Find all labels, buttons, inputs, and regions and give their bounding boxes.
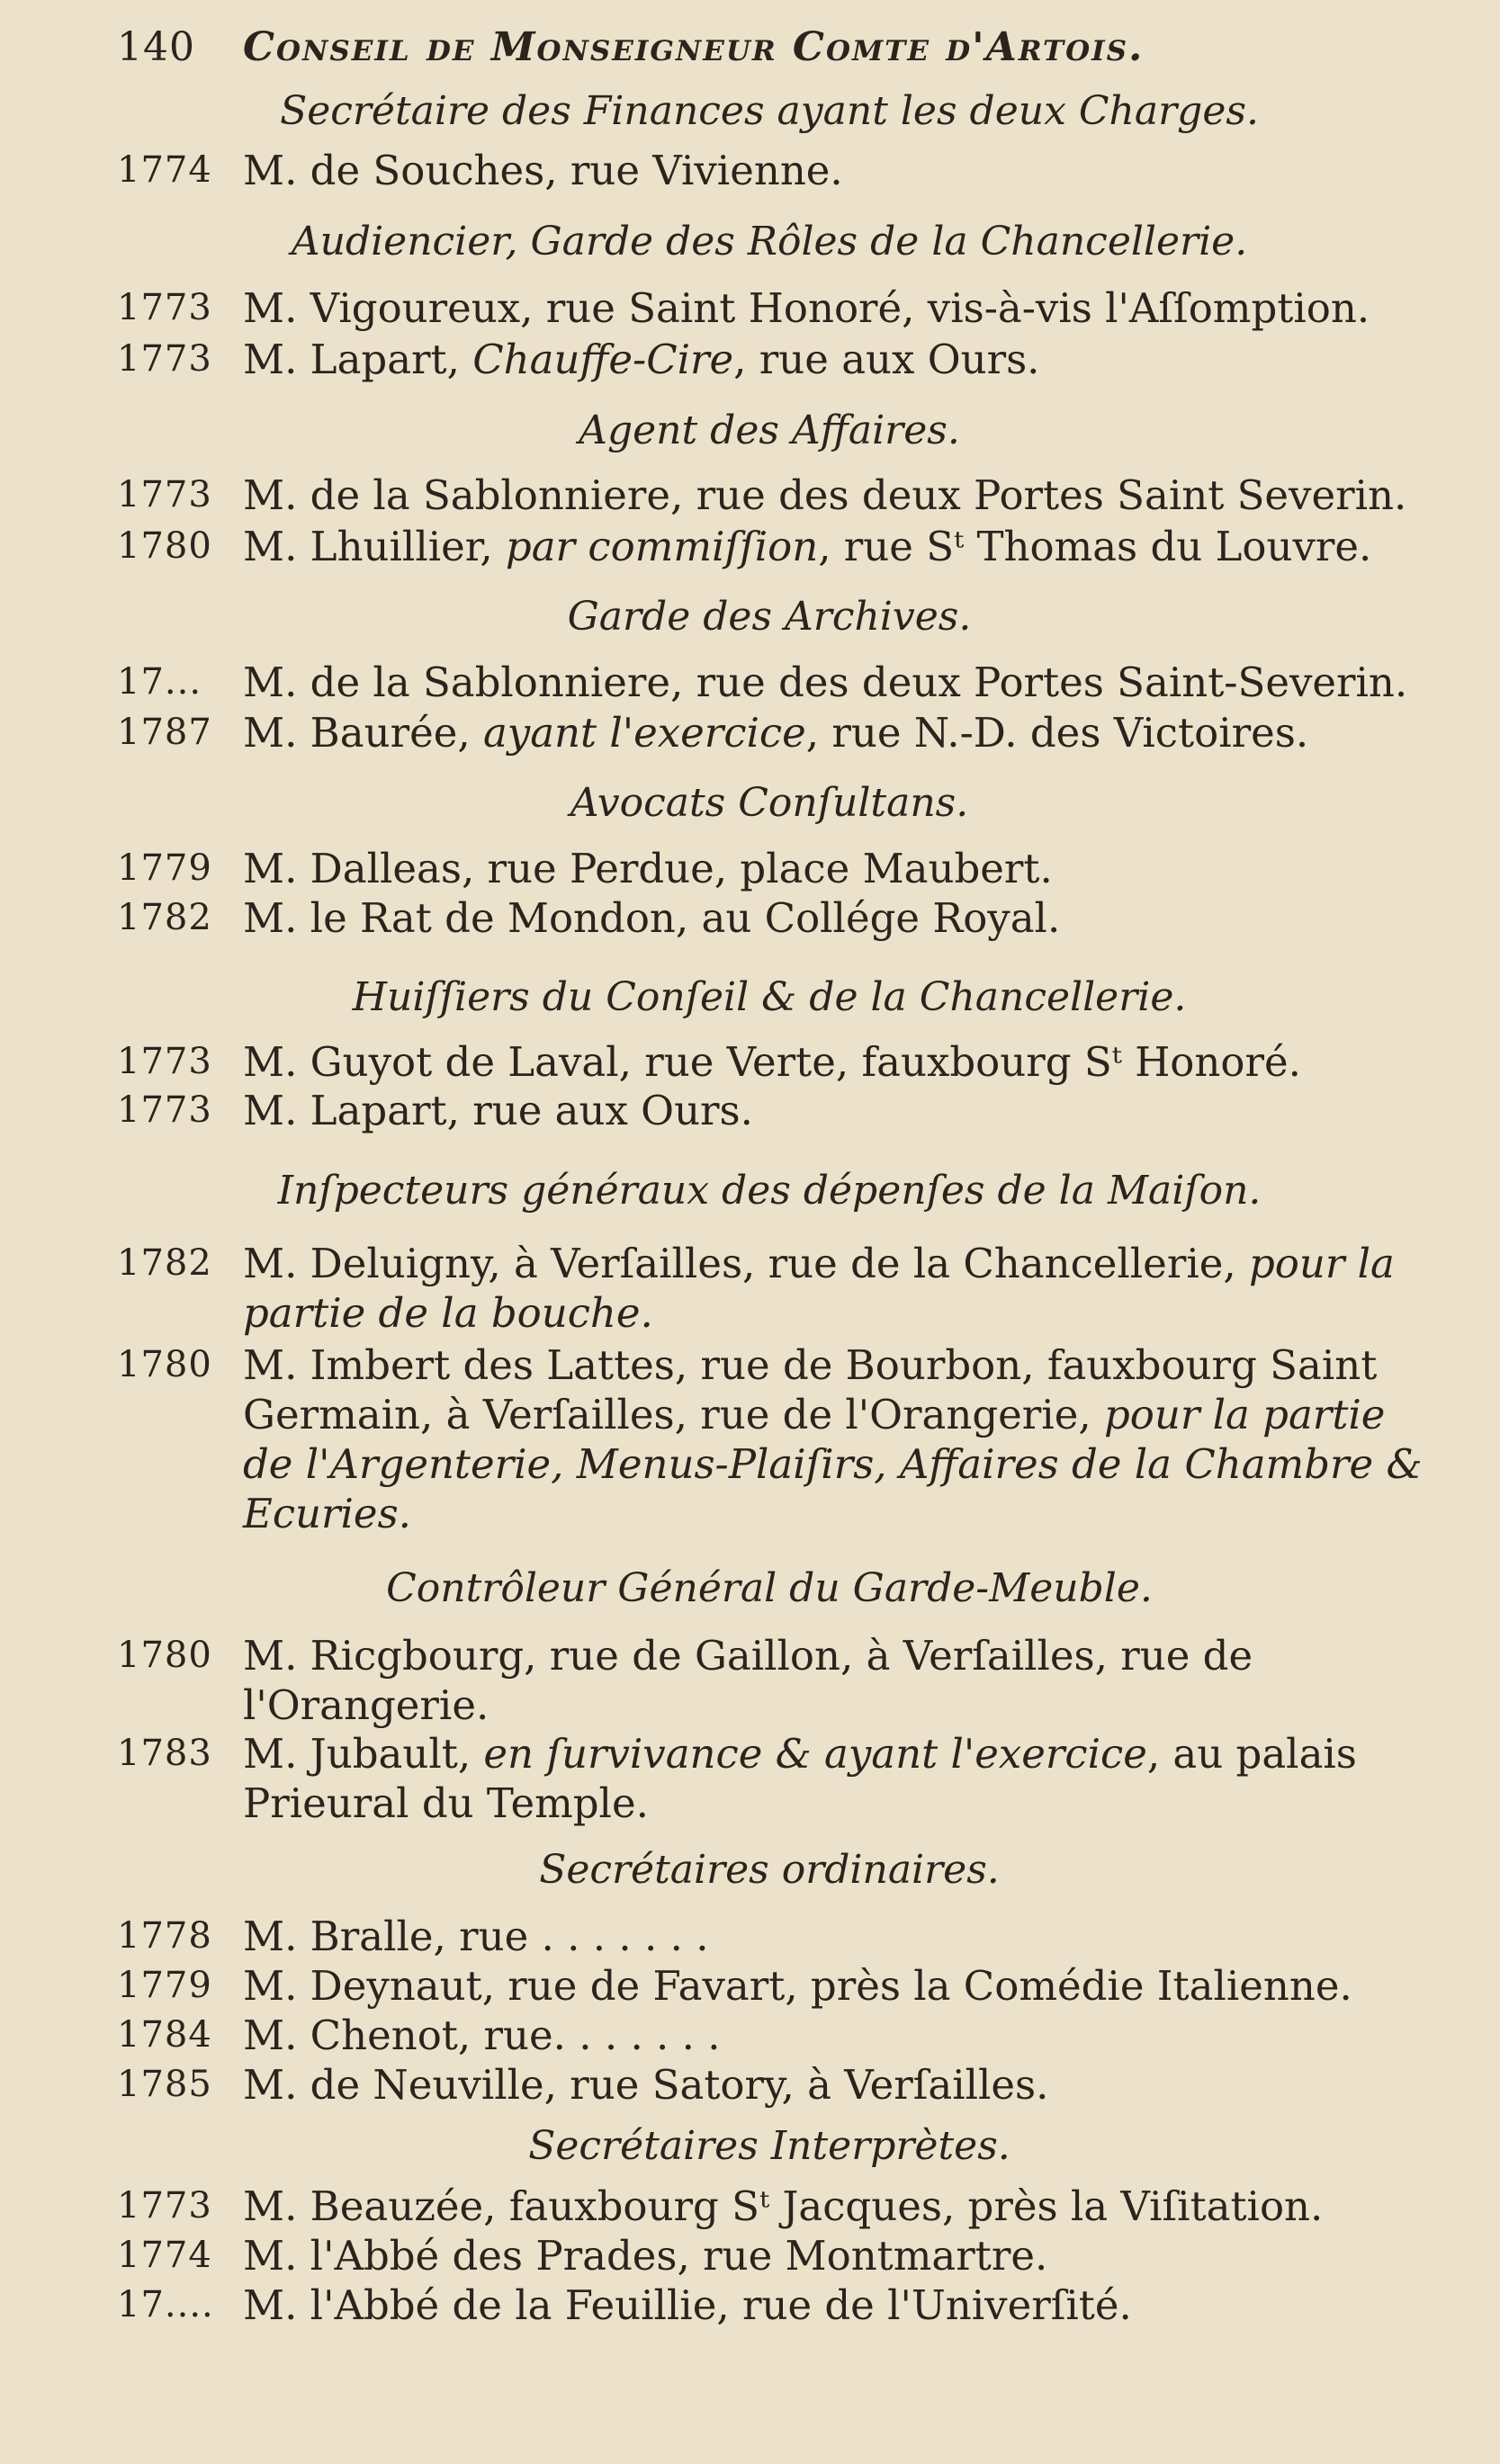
- section-heading: Secrétaire des Finances ayant les deux Charges.: [280, 88, 1259, 134]
- entry-year: 1773: [117, 2185, 212, 2227]
- section-heading: Contrôleur Général du Garde-Meuble.: [386, 1565, 1153, 1611]
- entry-address: , rue. . . . . . .: [457, 2012, 721, 2059]
- section-heading: Garde des Archives.: [567, 594, 972, 640]
- entry-role: par commiſſion: [505, 523, 819, 570]
- entry-address: , rue Verte, fauxbourg Sᵗ Honoré.: [618, 1038, 1301, 1086]
- entry-role: Chauffe-Cire: [472, 336, 734, 383]
- entry-role: pour la partie de la bouche.: [243, 1240, 1395, 1337]
- section-heading: Secrétaires Interprètes.: [528, 2123, 1010, 2169]
- entry-address: , rue Saint Honoré, vis-à-vis l'Aſſomption.: [520, 284, 1370, 332]
- page: 140 Conseil de Monseigneur Comte d'Artois. Secrétaire des Finances ayant les deux Charges. 1774 M. de Souches, rue Vivienne. Audiencier, Garde des Rôles de la Chancellerie. 1773 M. Vigoureux, rue Saint Honoré, vis-à-vis l'Aſſomption. 1773 M. Lapart, Chauffe-Cire, rue aux Ours. Agent des Affaires. 1773 M. de la Sablonniere, rue des deux Portes Saint Severin. 1780 M. Lhuillier, par commiſſion, rue Sᵗ Thomas du Louvre. Garde des Archives. 17... M. de la Sablonniere, rue des deux Portes Saint-Severin. 1787 M. Baurée, ayant l'exercice, rue N.-D. des Victoires. Avocats Conſultans. 1779 M. Dalleas, rue Perdue, place Maubert. 1782 M. le Rat de Mondon, au Collége Royal. Huiſſiers du Conſeil & de la Chancellerie. 1773 M. Guyot de Laval, rue Verte, fauxbourg Sᵗ Honoré. 1773 M. Lapart, rue aux Ours. Inſpecteurs généraux des dépenſes de la Maiſon. 1782 M. Deluigny, à Verſailles, rue de la Chancellerie, pour la partie de la bouche. 1780 M. Imbert des Lattes, rue de Bourbon, fauxbourg Saint Germain, à Verſailles, rue de l'Orangerie, pour la partie de l'Argenterie, Menus-Plaiſirs, Affaires de la Chambre & Ecuries. Contrôleur Général du Garde-Meuble. 1780 M. Ricgbourg, rue de Gaillon, à Verſailles, rue de l'Orangerie. 1783 M. Jubault, en ſurvivance & ayant l'exercice, au palais Prieural du Temple. Secrétaires ordinaires. 1778 M. Bralle, rue . . . . . . . 1779 M. Deynaut, rue de Favart, près la Comédie Italienne. 1784 M. Chenot, rue. . . . . . . 1785 M. de Neuville, rue Satory, à Verſailles. Secrétaires Interprètes. 1773 M. Beauzée, fauxbourg Sᵗ Jacques, près la Viſitation. 1774 M. l'Abbé des Prades, rue Montmartre. 17.... M. l'Abbé de la Feuillie, rue de l'Univerſité.: [0, 0, 1500, 2464]
- entry-year: 1773: [117, 338, 212, 380]
- entry-name: M. de Souches: [243, 147, 545, 194]
- entry-name: M. de la Sablonniere: [243, 471, 671, 519]
- entry-role: ayant l'exercice: [482, 709, 806, 757]
- entry-year: 1774: [117, 149, 212, 191]
- entry-name: M. Chenot: [243, 2012, 458, 2059]
- entry-name: M. Lapart: [243, 1087, 447, 1134]
- entry-year: 1780: [117, 525, 212, 567]
- entry-name: M. l'Abbé des Prades: [243, 2232, 678, 2280]
- entry-year: 1785: [117, 2064, 212, 2105]
- running-header: [117, 20, 1449, 76]
- entry-year: 1782: [117, 1242, 212, 1284]
- entry-year: 17....: [117, 2284, 214, 2325]
- entry-address: , rue de Bourbon, fauxbourg Saint Germain, à Verſailles, rue de l'Orangerie,: [243, 1341, 1378, 1438]
- section-heading: Audiencier, Garde des Rôles de la Chancellerie.: [291, 219, 1248, 264]
- entry-name: M. le Rat de Mondon: [243, 894, 676, 942]
- entry-address: , rue N.-D. des Victoires.: [805, 709, 1309, 757]
- entry-name: M. Lhuillier: [243, 523, 481, 570]
- entry-name: M. de la Sablonniere: [243, 659, 671, 706]
- section-heading: Secrétaires ordinaires.: [539, 1847, 1000, 1893]
- entry-address: , au palais Prieural du Temple.: [243, 1730, 1357, 1827]
- entry-address: , rue de Favart, près la Comédie Italienne.: [481, 1962, 1352, 2010]
- entry-year: 1773: [117, 287, 212, 328]
- entry-address: , rue Perdue, place Maubert.: [461, 845, 1053, 892]
- entry-year: 17...: [117, 661, 202, 703]
- entry-year: 1773: [117, 1089, 212, 1131]
- entry-name: M. Dalleas: [243, 845, 462, 892]
- entry-year: 1782: [117, 897, 212, 938]
- entry-year: 1780: [117, 1344, 212, 1385]
- entry-address: , rue des deux Portes Saint-Severin.: [670, 659, 1408, 706]
- entry-address: , rue de l'Univerſité.: [716, 2281, 1132, 2329]
- entry-address: , rue des deux Portes Saint Severin.: [670, 471, 1407, 519]
- entry-name: M. Bralle: [243, 1913, 434, 1960]
- section-heading: Inſpecteurs généraux des dépenſes de la Maiſon.: [277, 1168, 1262, 1214]
- entry-address: , fauxbourg Sᵗ Jacques, près la Viſitation.: [483, 2182, 1324, 2230]
- running-title: Conseil de Monseigneur Comte d'Artois.: [243, 24, 1145, 70]
- entry-name: M. Beauzée: [243, 2182, 484, 2230]
- entry-address: , rue Sᵗ Thomas du Louvre.: [818, 523, 1372, 570]
- entry-year: 1774: [117, 2235, 212, 2276]
- entry-name: M. Jubault: [243, 1730, 458, 1778]
- entry-address: , rue . . . . . . .: [433, 1913, 709, 1960]
- entry-name: M. Deluigny: [243, 1240, 489, 1287]
- entry-address: , rue aux Ours.: [733, 336, 1040, 383]
- entry-address: , à Verſailles, rue de la Chancellerie,: [488, 1240, 1236, 1287]
- entry-name: M. de Neuville: [243, 2061, 544, 2109]
- section-heading: Avocats Conſultans.: [570, 780, 969, 826]
- entry-address: , rue Montmartre.: [677, 2232, 1048, 2280]
- entry-role: en ſurvivance & ayant l'exercice: [483, 1730, 1147, 1778]
- entry-name: M. Lapart: [243, 336, 447, 383]
- entry-name: M. Guyot de Laval: [243, 1038, 619, 1086]
- entry-year: 1783: [117, 1733, 212, 1774]
- entry-role: pour la partie de l'Argenterie, Menus-Plaiſirs, Affaires de la Chambre & Ecuries.: [243, 1391, 1423, 1537]
- entry-name: M. Imbert des Lattes: [243, 1341, 675, 1389]
- section-heading: Agent des Affaires.: [579, 408, 960, 453]
- entry-name: M. l'Abbé de la Feuillie: [243, 2281, 717, 2329]
- entry-name: M. Baurée: [243, 709, 458, 757]
- entry-year: 1778: [117, 1915, 212, 1957]
- entry-year: 1780: [117, 1635, 212, 1676]
- entry-year: 1784: [117, 2014, 212, 2056]
- entry-year: 1779: [117, 847, 212, 889]
- entry-address: , rue de Gaillon, à Verſailles, rue de l'Orangerie.: [243, 1632, 1253, 1729]
- entry-address: , au Collége Royal.: [675, 894, 1061, 942]
- entry-name: M. Deynaut: [243, 1962, 482, 2010]
- entry-year: 1779: [117, 1965, 212, 2006]
- entry-address: , rue Vivienne.: [544, 147, 843, 194]
- entry-address: , rue aux Ours.: [446, 1087, 753, 1134]
- entry-year: 1787: [117, 712, 212, 753]
- section-heading: Huiſſiers du Conſeil & de la Chancellerie.: [352, 974, 1187, 1020]
- entry-year: 1773: [117, 1041, 212, 1082]
- entry-name: M. Ricgbourg: [243, 1632, 525, 1680]
- page-number: 140: [117, 24, 195, 70]
- entry-year: 1773: [117, 474, 212, 515]
- entry-name: M. Vigoureux: [243, 284, 521, 332]
- entry-address: , rue Satory, à Verſailles.: [543, 2061, 1049, 2109]
